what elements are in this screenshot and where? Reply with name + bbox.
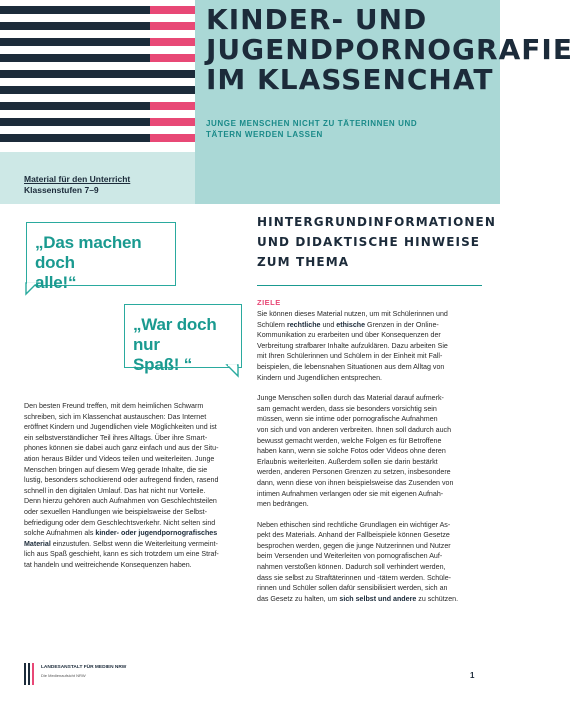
- material-info: [24, 174, 130, 196]
- text-line: dass sie selbst zu Straftäterinnen und -tätern werden. Schüle-: [257, 573, 452, 582]
- text-line: Verbreitung strafbarer Inhalte aufzuklären. Dazu arbeiten Sie: [257, 341, 448, 350]
- emphasis: rechtliche: [286, 320, 321, 329]
- text-line: [24, 528, 244, 539]
- text-line: haben kann, wenn sie solche Fotos oder Videos ohne deren: [257, 447, 446, 456]
- paragraph-awareness: [257, 393, 482, 510]
- quote-tail-1: [24, 282, 38, 296]
- title-line: KINDER- UND: [206, 3, 428, 36]
- paragraph-goals: [257, 309, 482, 383]
- text-line: bewusst gemacht werden, welche Folgen es für Betroffene: [257, 436, 442, 445]
- text-line: Kommunikation zu erarbeiten und über Konsequenzen der: [257, 331, 441, 340]
- publisher-logo: [24, 663, 134, 689]
- logo-tagline: Die Medienaufsicht NRW: [41, 673, 86, 678]
- text-line: beim Versenden und Weiterleiten von pornografischen Auf-: [257, 552, 443, 561]
- right-column: [257, 309, 482, 614]
- stripe: [0, 70, 195, 78]
- material-label: Material für den Unterricht: [24, 174, 131, 184]
- stripe-accent: [150, 118, 195, 126]
- text-line: intimen Aufnahmen verlangen oder sie mit eigenen Aufnah-: [257, 489, 444, 498]
- heading-line: UND DIDAKTISCHE HINWEISE: [257, 235, 481, 249]
- text-line: besprochen werden, gegen die junge Nutzerinnen und Nutzer: [257, 541, 451, 550]
- heading-line: HINTERGRUNDINFORMATIONEN: [257, 215, 496, 229]
- quote-bubble-1: [26, 222, 176, 292]
- page-subtitle: [206, 118, 436, 140]
- text-line: lustig, besonders schockierend oder aufregend finden, rasend: [24, 476, 219, 485]
- section-heading: [257, 212, 496, 272]
- stripe-accent: [150, 102, 195, 110]
- emphasis: kinder- oder jugendpornografisches: [95, 529, 218, 538]
- logo-mark: [24, 663, 38, 689]
- text-line: müssen, wenn sie intime oder pornografische Aufnahmen: [257, 415, 438, 424]
- heading-line: ZUM THEMA: [257, 255, 350, 269]
- text-fragment: und: [320, 320, 337, 329]
- quote-text-1: [35, 233, 175, 293]
- text-line: phones können sie dabei auch ganz einfach und aus der Situ-: [24, 444, 219, 453]
- logo-name: LANDESANSTALT FÜR MEDIEN NRW: [41, 665, 127, 670]
- text-line: ein selbstverständlicher Teil ihres Alltags. Über ihre Smart-: [24, 433, 208, 442]
- text-line: nahmen verstoßen können. Dadurch soll verhindert werden,: [257, 563, 446, 572]
- emphasis: Material: [24, 539, 51, 548]
- text-line: Kindern und Jugendlichen entsprechen.: [257, 373, 383, 382]
- paragraph-intro: [24, 401, 244, 571]
- page-number: 1: [470, 671, 475, 680]
- text-line: Den besten Freund treffen, mit dem heimlichen Schwarm: [24, 402, 204, 410]
- text-line: pekt des Materials. Anhand der Fallbeispiele können Gesetze: [257, 531, 450, 540]
- stripe: [0, 86, 195, 94]
- quote-bubble-2: [124, 304, 242, 374]
- stripe-accent: [150, 134, 195, 142]
- decorative-stripes: [0, 0, 195, 152]
- text-fragment: einzustufen. Selbst wenn die Weiterleitung vermeint-: [50, 539, 218, 548]
- text-line: oder sexuellen Handlungen wie beispielsweise der Selbst-: [24, 507, 207, 516]
- text-fragment: solche Aufnahmen als: [24, 529, 96, 538]
- text-line: [257, 594, 482, 605]
- text-line: rinnen und Schüler sollen dafür sensibilisiert werden, sich an: [257, 584, 448, 593]
- text-fragment: Grenzen in der Online-: [365, 320, 439, 329]
- quote-line: alle!“: [35, 273, 77, 292]
- paragraph-legal: [257, 520, 482, 605]
- goals-label: ZIELE: [257, 298, 281, 307]
- text-line: ation heraus Bilder und Videos teilen und weiterleiten. Junge: [24, 454, 215, 463]
- text-line: Junge Menschen sollen durch das Material darauf aufmerk-: [257, 394, 444, 403]
- logo-bar: [32, 663, 34, 685]
- text-line: lich aus Spaß geschieht, kann es sich trotzdem um eine Straf-: [24, 550, 219, 559]
- subtitle-line: JUNGE MENSCHEN NICHT ZU TÄTERINNEN UND: [206, 119, 418, 128]
- section-divider: [257, 285, 482, 286]
- text-line: [257, 320, 482, 331]
- text-line: befriedigung oder dem Geschlechtsverkehr. Nicht selten sind: [24, 518, 216, 527]
- logo-bar: [24, 663, 26, 685]
- stripe-accent: [150, 22, 195, 30]
- quote-line: „War doch nur: [133, 315, 217, 354]
- grade-level: Klassenstufen 7–9: [24, 185, 99, 195]
- emphasis: ethische: [336, 320, 366, 329]
- text-fragment: Schülern: [257, 320, 287, 329]
- stripe-accent: [150, 54, 195, 62]
- text-line: sam gemacht werden, dass sie besonders vorsichtig sein: [257, 404, 437, 413]
- text-line: Neben ethischen sind rechtliche Grundlagen ein wichtiger As-: [257, 520, 451, 529]
- stripe-accent: [150, 38, 195, 46]
- page-title: [206, 5, 573, 95]
- text-line: beispielen, die lebensnahen Situationen aus dem Alltag von: [257, 362, 445, 371]
- text-line: men bedrängen.: [257, 500, 309, 509]
- title-line: JUGENDPORNOGRAFIE: [206, 33, 573, 66]
- text-fragment: zu schützen.: [416, 594, 459, 603]
- quote-line: „Das machen doch: [35, 233, 142, 272]
- text-line: Sie können dieses Material nutzen, um mit Schülerinnen und: [257, 310, 448, 318]
- text-line: von sich und von anderen verbreiten. Ihnen soll dadurch auch: [257, 425, 452, 434]
- text-line: mit Ihren Schülerinnen und Schülern in der Einheit mit Fall-: [257, 352, 443, 361]
- logo-bar: [28, 663, 30, 685]
- text-line: Erlaubnis weiterleiten. Außerdem sollen sie darin bestärkt: [257, 457, 438, 466]
- text-line: werden, anderen Personen Grenzen zu setzen, insbesondere: [257, 468, 451, 477]
- emphasis: sich selbst und andere: [339, 594, 417, 603]
- text-line: Menschen bringen auf diesem Weg gerade Inhalte, die sie: [24, 465, 208, 474]
- text-line: eröffnet Kindern und Jugendlichen viele Möglichkeiten und ist: [24, 423, 217, 432]
- quote-text-2: [133, 315, 241, 375]
- left-column: [24, 401, 244, 581]
- text-line: [24, 539, 244, 550]
- text-line: schreiben, sich im Klassenchat austauschen: Das Internet: [24, 412, 207, 421]
- subtitle-line: TÄTERN WERDEN LASSEN: [206, 130, 323, 139]
- section-heading-box: [257, 212, 496, 272]
- text-fragment: das Gesetz zu halten, um: [257, 594, 340, 603]
- text-line: tat handeln und weitreichende Konsequenzen haben.: [24, 560, 192, 569]
- text-line: dann, wenn diese von ihnen beispielsweise das Zusenden von: [257, 478, 454, 487]
- title-line: IM KLASSENCHAT: [206, 63, 494, 96]
- text-line: schnell in den digitalen Umlauf. Das hat nicht nur Vorteile.: [24, 486, 206, 495]
- text-line: Denn hierzu gehören auch Aufnahmen von Geschlechtsteilen: [24, 497, 217, 506]
- quote-line: Spaß! “: [133, 355, 193, 374]
- stripe-accent: [150, 6, 195, 14]
- quote-tail-2: [226, 364, 240, 378]
